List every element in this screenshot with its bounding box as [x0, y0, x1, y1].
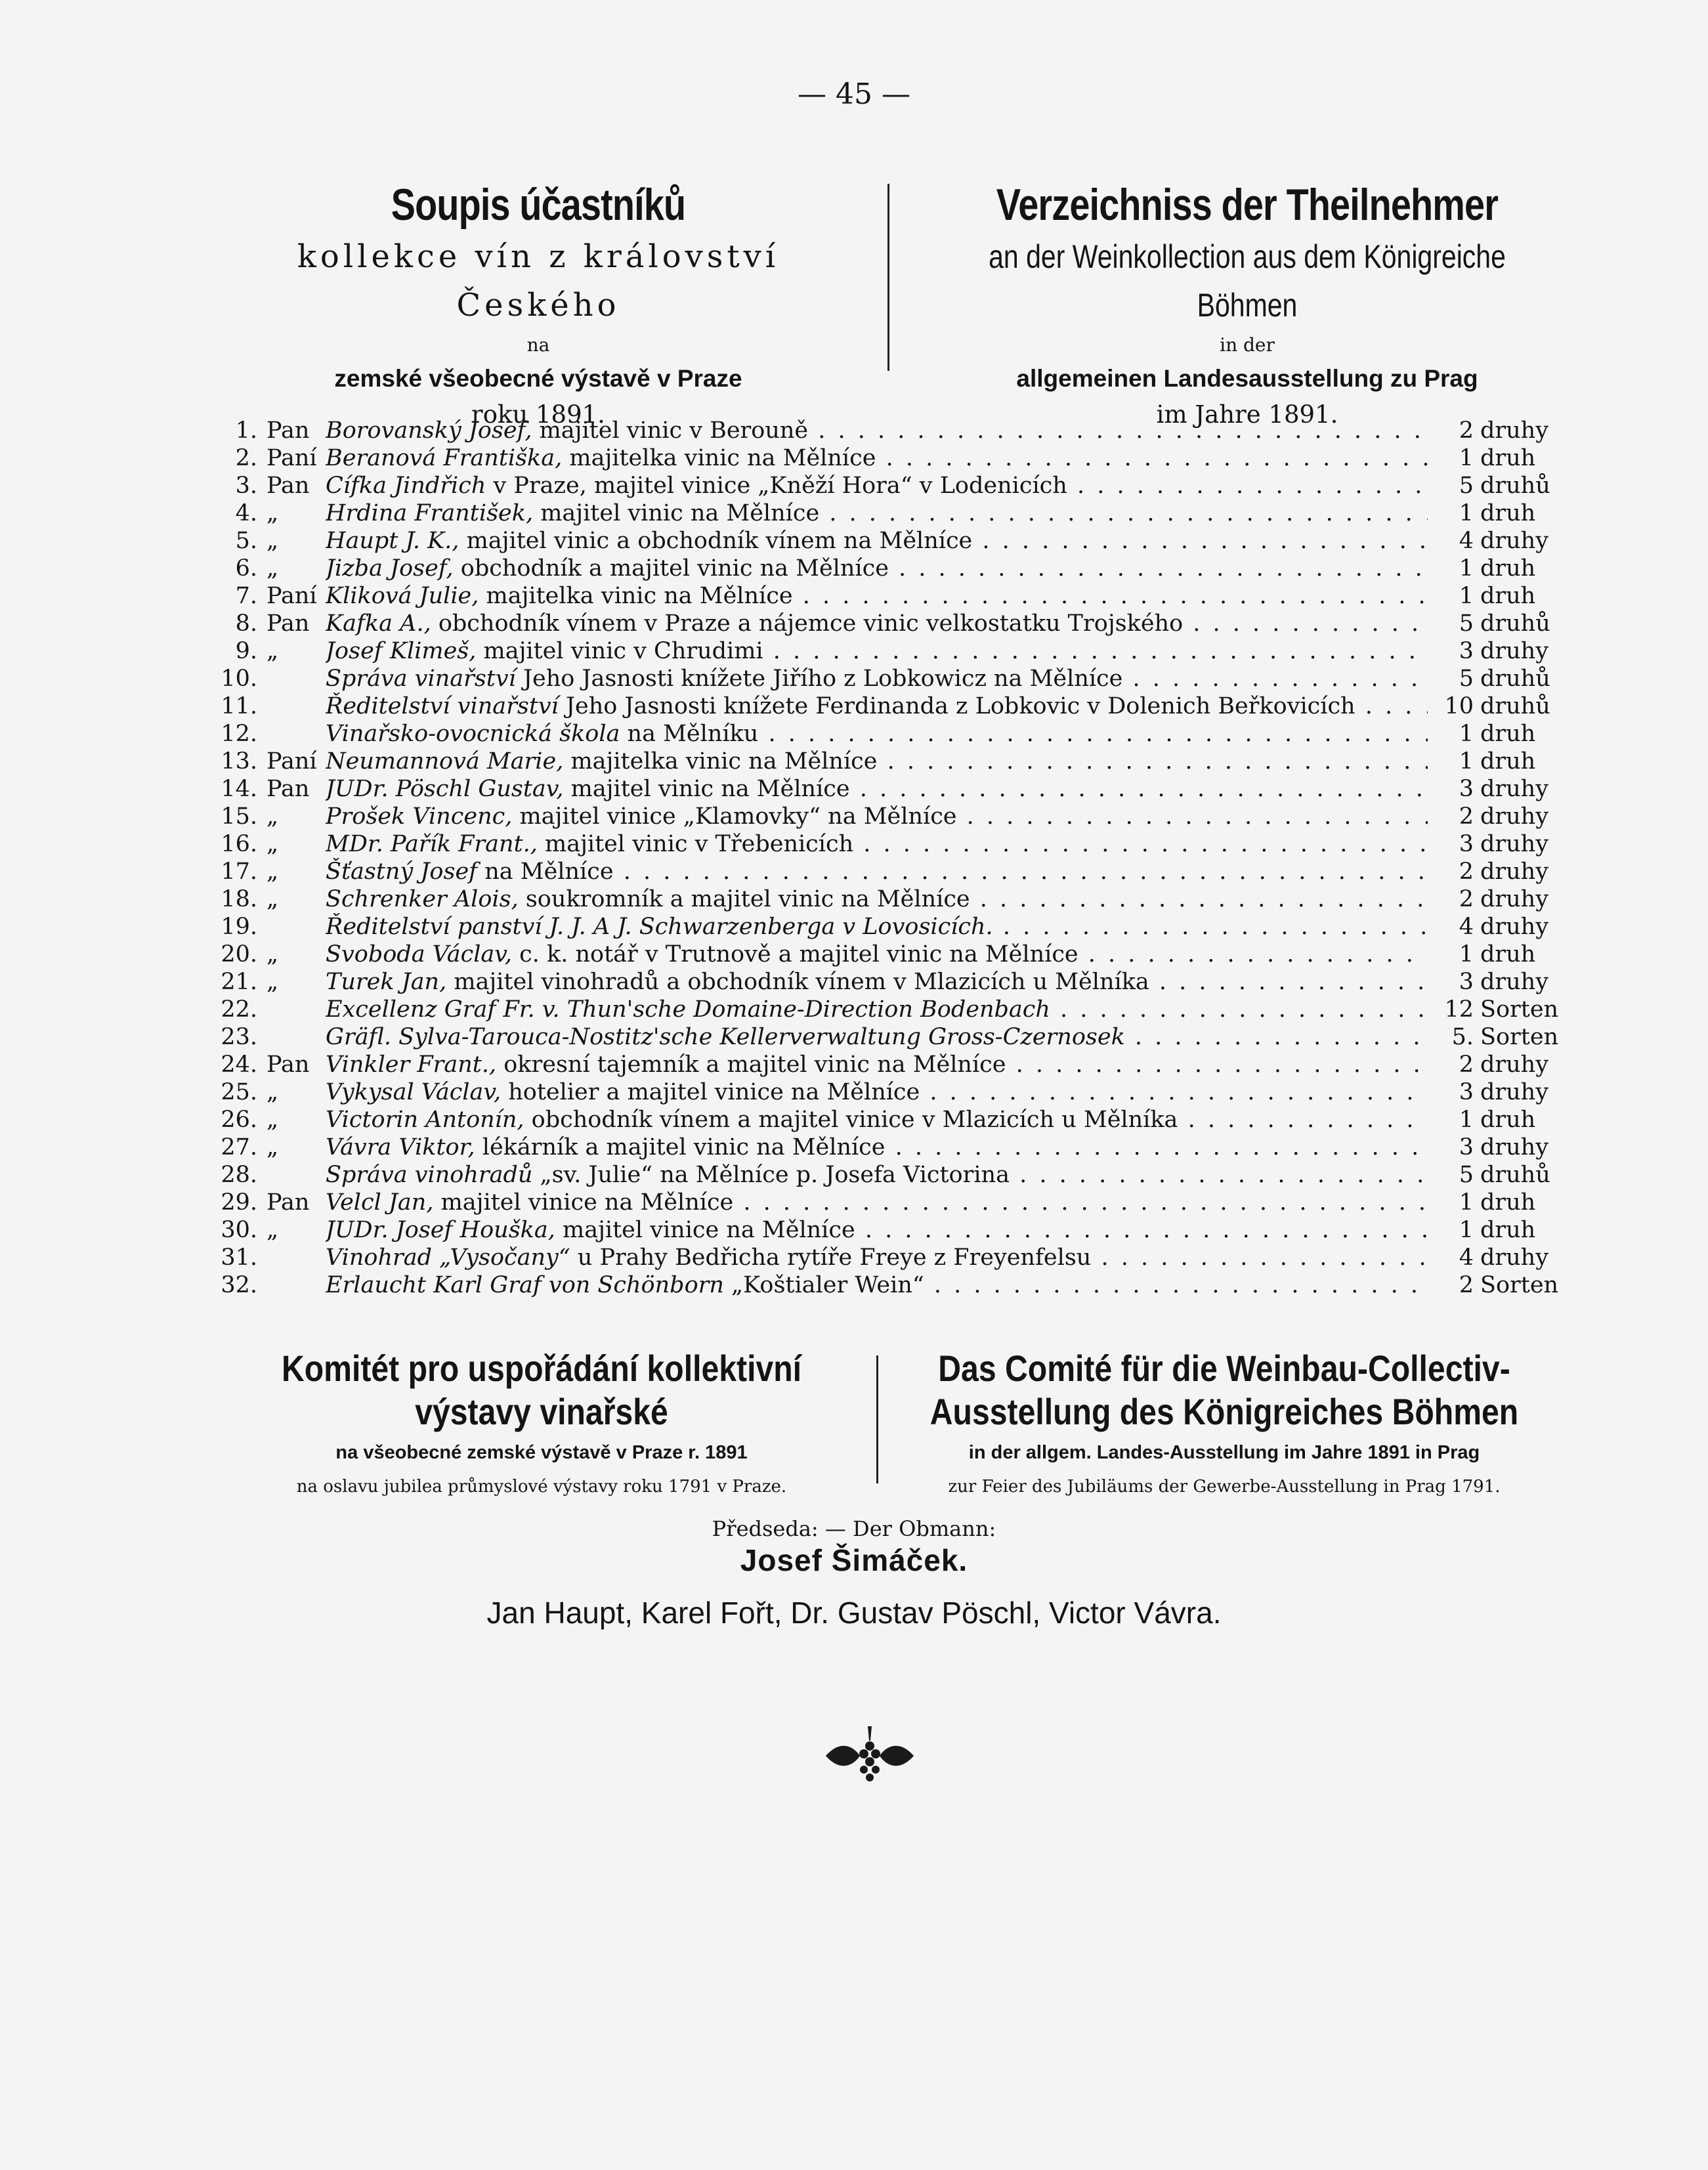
participant-count: 1	[1459, 500, 1474, 526]
participant-row	[217, 610, 1556, 637]
participant-description: majitel vinic v Berouně	[532, 417, 809, 444]
participant-count: 1	[1459, 1189, 1474, 1216]
participant-number: 31.	[221, 1245, 257, 1271]
committee-german-sub: in der allgem. Landes-Ausstellung im Jahre 1891 in Prag	[968, 1442, 1480, 1463]
participant-title	[267, 1244, 326, 1271]
participant-name: Kliková Julie,	[326, 583, 479, 609]
participant-text	[326, 1244, 1428, 1271]
participant-number: 26.	[221, 1107, 257, 1133]
committee-czech-title: Komitét pro uspořádání kollektivní výstavy vinařské	[281, 1348, 802, 1432]
participant-text	[326, 968, 1428, 996]
participant-unit: druh	[1480, 1189, 1536, 1216]
participant-description: majitel vinic a obchodník vínem na Mělníce	[459, 528, 973, 554]
participant-name: Ředitelství panství J. J. A J. Schwarzenberga v Lovosicích.	[326, 914, 993, 940]
participant-count: 5.	[1451, 1024, 1474, 1050]
participant-count: 3	[1459, 776, 1474, 802]
participant-row	[217, 1271, 1559, 1299]
participant-text	[326, 582, 1428, 610]
participant-unit: druhy	[1480, 886, 1548, 912]
participant-row	[217, 637, 1556, 665]
participant-row	[217, 417, 1556, 444]
participant-unit: druhy	[1480, 1052, 1548, 1078]
participant-description: majitel vinohradů a obchodník vínem v Mlazicích u Mělníka	[446, 969, 1149, 995]
participant-name: Erlaucht Karl Graf von Schönborn	[326, 1272, 724, 1298]
participant-name: Neumannová Marie,	[326, 748, 564, 775]
participant-description: Jeho Jasnosti knížete Jiřího z Lobkowicz na Mělníce	[515, 666, 1123, 692]
participant-row	[217, 527, 1556, 555]
header-divider	[887, 184, 889, 371]
participant-row	[217, 968, 1556, 996]
participant-text	[326, 500, 1428, 527]
header-german-line5: im Jahre 1891.	[1156, 400, 1338, 429]
participant-description: „Koštialer Wein“	[723, 1272, 924, 1298]
grape-ornament-icon	[821, 1720, 919, 1792]
participant-count: 1	[1459, 1107, 1474, 1133]
participant-name: Kafka A.,	[326, 610, 431, 637]
participant-count: 5	[1459, 610, 1474, 637]
participant-count: 2	[1459, 1052, 1474, 1078]
participant-number: 21.	[221, 969, 257, 995]
participant-unit: druh	[1480, 748, 1536, 775]
participant-number: 16.	[221, 831, 257, 857]
participant-description: majitel vinic v Třebenicích	[537, 831, 854, 857]
participant-number: 13.	[221, 748, 257, 775]
participant-description: majitelka vinic na Mělníce	[562, 445, 876, 471]
participant-unit: Sorten	[1480, 1024, 1559, 1050]
header-czech-line4: zemské všeobecné výstavě v Praze	[334, 365, 742, 392]
participant-description: majitel vinice „Klamovky“ na Mělníce	[512, 803, 957, 830]
participant-row	[217, 1051, 1556, 1078]
participant-name: Vinohrad „Vysočany“	[326, 1245, 570, 1271]
participant-title: „	[267, 969, 279, 995]
participant-number: 18.	[221, 886, 257, 912]
participant-title	[267, 665, 326, 692]
participant-row	[217, 692, 1556, 720]
header-german-title: Verzeichniss der Theilnehmer	[996, 180, 1499, 230]
participant-title: Pan	[267, 1189, 310, 1216]
participant-number: 32.	[221, 1272, 257, 1298]
participant-count: 1	[1459, 445, 1474, 471]
participant-number: 22.	[221, 996, 257, 1023]
participant-number: 29.	[221, 1189, 257, 1216]
participant-description: majitelka vinic na Mělníce	[563, 748, 878, 775]
participant-title: „	[267, 500, 279, 526]
participant-row	[217, 830, 1556, 858]
participant-title: „	[267, 1079, 279, 1105]
participant-number: 20.	[221, 941, 257, 968]
participant-description: majitel vinic v Chrudimi	[476, 638, 763, 664]
participant-text	[326, 941, 1428, 968]
participant-row	[217, 720, 1556, 748]
participant-count: 1	[1459, 1217, 1474, 1243]
participant-row	[217, 1216, 1556, 1244]
participant-name: Ředitelství vinařství	[326, 693, 559, 719]
participant-description: majitel vinice na Mělníce	[555, 1217, 855, 1243]
participant-title	[267, 1271, 326, 1299]
participant-number: 7.	[235, 583, 257, 609]
participant-number: 2.	[235, 445, 257, 471]
participant-unit: Sorten	[1480, 1272, 1559, 1298]
participant-name: Josef Klimeš,	[326, 638, 477, 664]
participant-count: 3	[1459, 969, 1474, 995]
participant-title: Pan	[267, 417, 310, 444]
participant-unit: druhů	[1480, 1162, 1550, 1188]
participant-name: Šťastný Josef	[326, 859, 478, 885]
participant-title: „	[267, 638, 279, 664]
participant-count: 10	[1444, 693, 1474, 719]
participant-unit: druh	[1480, 500, 1536, 526]
participant-text	[326, 1134, 1428, 1161]
participant-count: 5	[1459, 666, 1474, 692]
participant-row	[217, 1078, 1556, 1106]
participant-name: Borovanský Josef,	[326, 417, 532, 444]
committee-german-title: Das Comité für die Weinbau-Collectiv-Ausstellung des Königreiches Böhmen	[929, 1348, 1519, 1432]
participant-text	[326, 665, 1428, 692]
participant-unit: druhy	[1480, 969, 1548, 995]
participant-unit: druhů	[1480, 610, 1550, 637]
participant-title: Paní	[267, 583, 317, 609]
participant-text	[326, 885, 1428, 913]
participant-text	[326, 637, 1428, 665]
participant-count: 3	[1459, 1079, 1474, 1105]
participant-name: Turek Jan,	[326, 969, 447, 995]
participant-count: 1	[1459, 555, 1474, 582]
participant-description: majitel vinic na Mělníce	[533, 500, 820, 526]
participant-list	[217, 417, 1559, 1299]
participant-number: 25.	[221, 1079, 257, 1105]
participant-description: „sv. Julie“ na Mělníce p. Josefa Victorina	[532, 1162, 1010, 1188]
participant-number: 19.	[221, 914, 257, 940]
participant-number: 17.	[221, 859, 257, 885]
participant-title: „	[267, 1107, 279, 1133]
participant-unit: druhy	[1480, 803, 1548, 830]
participant-row	[217, 500, 1556, 527]
participant-row	[217, 472, 1556, 500]
participant-count: 12	[1444, 996, 1474, 1023]
participant-number: 8.	[235, 610, 257, 637]
participant-unit: druh	[1480, 1107, 1536, 1133]
participant-text	[326, 1106, 1428, 1134]
participant-number: 14.	[221, 776, 257, 802]
participant-title	[267, 692, 326, 720]
participant-text	[326, 858, 1428, 885]
participant-description: u Prahy Bedřicha rytíře Freye z Freyenfelsu	[570, 1245, 1092, 1271]
participant-name: Správa vinohradů	[326, 1162, 533, 1188]
participant-row	[217, 1023, 1559, 1051]
participant-name: Velcl Jan,	[326, 1189, 434, 1216]
participant-row	[217, 665, 1556, 692]
participant-name: Cífka Jindřich	[326, 473, 486, 499]
participant-name: Haupt J. K.,	[326, 528, 459, 554]
participant-row	[217, 996, 1559, 1023]
participant-description: na Mělníku	[620, 721, 759, 747]
participant-count: 1	[1459, 721, 1474, 747]
participant-unit: druhy	[1480, 831, 1548, 857]
participant-number: 30.	[221, 1217, 257, 1243]
participant-unit: druhy	[1480, 638, 1548, 664]
header-czech-line2: kollekce vín z království Českého	[297, 238, 780, 324]
participant-title	[267, 1161, 326, 1189]
participant-title	[267, 913, 326, 941]
participant-count: 3	[1459, 831, 1474, 857]
header-german-line2: an der Weinkollection aus dem Königreiche Böhmen	[989, 238, 1506, 324]
participant-text	[326, 472, 1428, 500]
participant-title: „	[267, 941, 279, 968]
participant-count: 3	[1459, 638, 1474, 664]
participant-text	[326, 913, 1428, 941]
participant-unit: druh	[1480, 1217, 1536, 1243]
participant-title: Paní	[267, 748, 317, 775]
participant-text	[326, 720, 1428, 748]
participant-unit: druh	[1480, 941, 1536, 968]
participant-text	[326, 1161, 1428, 1189]
participant-title: „	[267, 859, 279, 885]
chair-name: Josef Šimáček.	[740, 1543, 968, 1577]
participant-count: 4	[1459, 1245, 1474, 1271]
committee-czech	[197, 1347, 886, 1502]
participant-title: „	[267, 555, 279, 582]
participant-title: „	[267, 803, 279, 830]
participant-description: obchodník vínem v Praze a nájemce vinic velkostatku Trojského	[431, 610, 1184, 637]
participant-row	[217, 444, 1556, 472]
page-number: — 45 —	[798, 77, 910, 111]
participant-description: lékárník a majitel vinic na Mělníce	[475, 1134, 886, 1160]
participant-number: 5.	[235, 528, 257, 554]
participant-description: Jeho Jasnosti knížete Ferdinanda z Lobkovic v Dolenich Beřkovicích	[558, 693, 1356, 719]
participant-row	[217, 1134, 1556, 1161]
participant-number: 10.	[221, 666, 257, 692]
participant-description: na Mělníce	[477, 859, 614, 885]
participant-row	[217, 913, 1556, 941]
participant-name: Vávra Viktor,	[326, 1134, 475, 1160]
participant-count: 1	[1459, 748, 1474, 775]
participant-text	[326, 1216, 1428, 1244]
participant-count: 4	[1459, 528, 1474, 554]
participant-description: hotelier a majitel vinice na Mělníce	[501, 1079, 920, 1105]
participant-text	[326, 527, 1428, 555]
committee-czech-small: na oslavu jubilea průmyslové výstavy roku 1791 v Praze.	[296, 1477, 787, 1497]
header-czech-title: Soupis účastníků	[391, 180, 686, 230]
participant-text	[326, 996, 1428, 1023]
participant-number: 9.	[235, 638, 257, 664]
participant-row	[217, 885, 1556, 913]
participant-name: Prošek Vincenc,	[326, 803, 513, 830]
participant-name: Vinkler Frant.,	[326, 1052, 497, 1078]
participant-title: „	[267, 1134, 279, 1160]
participant-description: obchodník a majitel vinic na Mělníce	[453, 555, 889, 582]
participant-count: 5	[1459, 473, 1474, 499]
participant-number: 1.	[235, 417, 257, 444]
participant-title	[267, 720, 326, 748]
participant-unit: druh	[1480, 721, 1536, 747]
participant-unit: druhů	[1480, 666, 1550, 692]
participant-row	[217, 1106, 1556, 1134]
participant-text	[326, 1189, 1428, 1216]
participant-count: 2	[1459, 417, 1474, 444]
participant-count: 2	[1459, 803, 1474, 830]
participant-text	[326, 444, 1428, 472]
header-czech	[210, 177, 866, 433]
participant-name: Vykysal Václav,	[326, 1079, 502, 1105]
participant-text	[326, 775, 1428, 803]
participant-name: Gräfl. Sylva-Tarouca-Nostitz'sche Kellerverwaltung Gross-Czernosek	[326, 1024, 1125, 1050]
participant-count: 1	[1459, 583, 1474, 609]
participant-number: 11.	[221, 693, 257, 719]
participant-unit: druhy	[1480, 1245, 1548, 1271]
participant-number: 12.	[221, 721, 257, 747]
participant-description: soukromník a majitel vinic na Mělníce	[518, 886, 970, 912]
participant-text	[326, 1051, 1428, 1078]
committee-german	[880, 1347, 1569, 1502]
participant-count: 2	[1459, 859, 1474, 885]
chair-label: Předseda: — Der Obmann:	[712, 1516, 996, 1541]
participant-description: obchodník vínem a majitel vinice v Mlazicích u Mělníka	[524, 1107, 1178, 1133]
participant-title: Pan	[267, 776, 310, 802]
participant-number: 4.	[235, 500, 257, 526]
header-german-line4: allgemeinen Landesausstellung zu Prag	[1016, 365, 1478, 392]
participant-title	[267, 1023, 326, 1051]
participant-text	[326, 748, 1428, 775]
participant-count: 2	[1459, 1272, 1474, 1298]
participant-row	[217, 941, 1556, 968]
participant-number: 24.	[221, 1052, 257, 1078]
participant-title: „	[267, 1217, 279, 1243]
participant-text	[326, 417, 1428, 444]
participant-unit: druh	[1480, 555, 1536, 582]
participant-name: JUDr. Pöschl Gustav,	[326, 776, 564, 802]
header-czech-line3: na	[526, 334, 550, 356]
participant-row	[217, 1244, 1556, 1271]
committee-divider	[876, 1355, 878, 1483]
participant-count: 4	[1459, 914, 1474, 940]
participant-row	[217, 803, 1556, 830]
participant-title	[267, 996, 326, 1023]
participant-unit: Sorten	[1480, 996, 1559, 1023]
participant-row	[217, 775, 1556, 803]
participant-text	[326, 803, 1428, 830]
participant-name: Victorin Antonín,	[326, 1107, 524, 1133]
participant-name: MDr. Pařík Frant.,	[326, 831, 538, 857]
participant-text	[326, 1271, 1428, 1299]
participant-row	[217, 1161, 1556, 1189]
participant-title: „	[267, 831, 279, 857]
participant-name: Správa vinařství	[326, 666, 516, 692]
participant-row	[217, 858, 1556, 885]
participant-text	[326, 610, 1428, 637]
participant-title: Pan	[267, 610, 310, 637]
participant-title: Pan	[267, 473, 310, 499]
participant-unit: druhy	[1480, 859, 1548, 885]
participant-title: „	[267, 528, 279, 554]
participant-description: c. k. notář v Trutnově a majitel vinic na Mělníce	[512, 941, 1078, 968]
participant-name: Svoboda Václav,	[326, 941, 513, 968]
participant-unit: druhy	[1480, 528, 1548, 554]
participant-description: okresní tajemník a majitel vinic na Mělníce	[496, 1052, 1006, 1078]
participant-unit: druhy	[1480, 417, 1548, 444]
participant-description: majitel vinic na Mělníce	[563, 776, 850, 802]
participant-description: majitelka vinic na Mělníce	[479, 583, 793, 609]
committee-czech-sub: na všeobecné zemské výstavě v Praze r. 1891	[335, 1442, 748, 1463]
participant-name: Excellenz Graf Fr. v. Thun'sche Domaine-Direction Bodenbach	[326, 996, 1050, 1023]
participant-row	[217, 582, 1556, 610]
participant-number: 23.	[221, 1024, 257, 1050]
participant-count: 5	[1459, 1162, 1474, 1188]
participant-number: 28.	[221, 1162, 257, 1188]
participant-row	[217, 1189, 1556, 1216]
participant-text	[326, 830, 1428, 858]
participant-unit: druhů	[1480, 473, 1550, 499]
participant-name: JUDr. Josef Houška,	[326, 1217, 555, 1243]
committee-members: Jan Haupt, Karel Fořt, Dr. Gustav Pöschl, Victor Vávra.	[486, 1596, 1222, 1630]
header-czech-line5: roku 1891.	[471, 400, 605, 429]
participant-unit: druh	[1480, 445, 1536, 471]
participant-name: Vinařsko-ovocnická škola	[326, 721, 620, 747]
participant-count: 1	[1459, 941, 1474, 968]
participant-title: „	[267, 886, 279, 912]
participant-number: 27.	[221, 1134, 257, 1160]
participant-name: Hrdina František,	[326, 500, 534, 526]
participant-text	[326, 692, 1428, 720]
participant-unit: druh	[1480, 583, 1536, 609]
participant-name: Schrenker Alois,	[326, 886, 519, 912]
participant-number: 6.	[235, 555, 257, 582]
participant-name: Beranová Františka,	[326, 445, 563, 471]
participant-text	[326, 1023, 1428, 1051]
participant-title: Pan	[267, 1052, 310, 1078]
participant-row	[217, 748, 1556, 775]
committee-german-small: zur Feier des Jubiläums der Gewerbe-Ausstellung in Prag 1791.	[948, 1477, 1501, 1497]
participant-unit: druhy	[1480, 1134, 1548, 1160]
participant-number: 15.	[221, 803, 257, 830]
participant-title: Paní	[267, 445, 317, 471]
participant-text	[326, 555, 1428, 582]
participant-unit: druhy	[1480, 914, 1548, 940]
participant-name: Jizba Josef,	[326, 555, 454, 582]
participant-unit: druhy	[1480, 1079, 1548, 1105]
participant-unit: druhů	[1480, 693, 1550, 719]
participant-description: majitel vinice na Mělníce	[433, 1189, 734, 1216]
header-german	[906, 177, 1589, 433]
participant-unit: druhy	[1480, 776, 1548, 802]
participant-count: 2	[1459, 886, 1474, 912]
participant-text	[326, 1078, 1428, 1106]
participant-number: 3.	[235, 473, 257, 499]
participant-description: v Praze, majitel vinice „Kněží Hora“ v Lodenicích	[486, 473, 1067, 499]
participant-count: 3	[1459, 1134, 1474, 1160]
header-german-line3: in der	[1220, 334, 1275, 356]
participant-row	[217, 555, 1556, 582]
